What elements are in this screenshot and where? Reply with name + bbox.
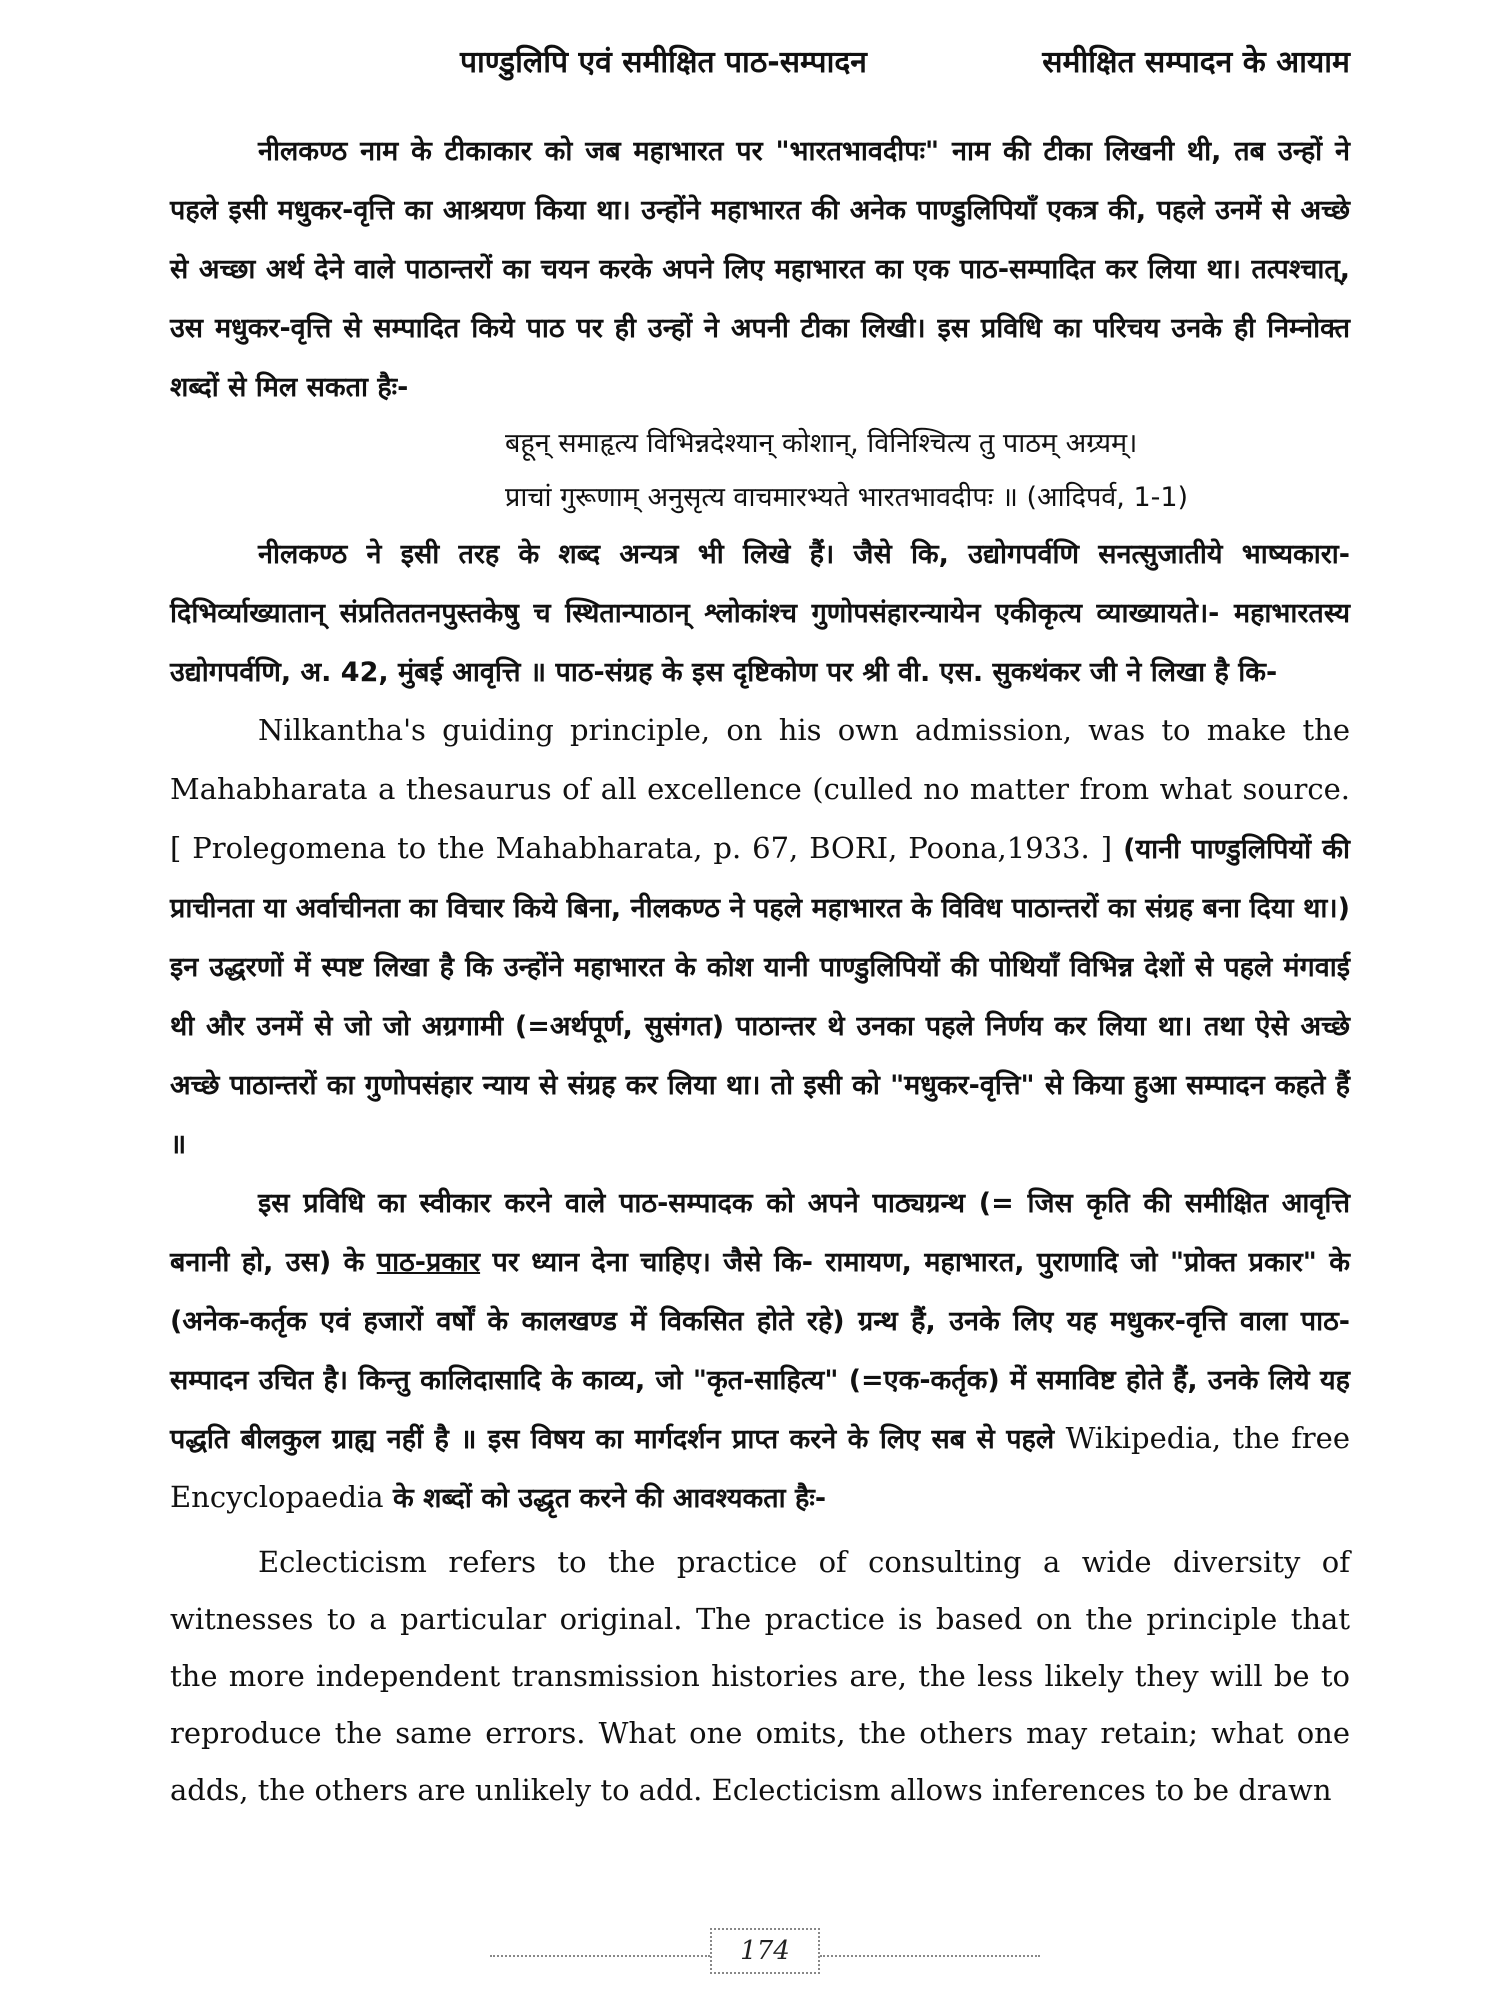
running-head-chapter-title: समीक्षित सम्पादन के आयाम (1042, 45, 1350, 80)
body-text (170, 122, 1350, 1819)
paragraph-sukthankar-quote (170, 702, 1350, 1174)
page-number: 174 (710, 1928, 820, 1974)
footer-rule-right (820, 1955, 1040, 1957)
footer-rule-left (490, 1955, 710, 1957)
paragraph-4-start: इस प्रविधि का स्वीकार करने वाले पाठ-सम्पादक को अपने पाठ्यग्रन्थ (= जिस कृति की समीक्षित आवृत्ति बनानी हो, उस) के (170, 1188, 1350, 1278)
document-page (170, 30, 1350, 1980)
paragraph-patha-prakara (170, 1174, 1350, 1528)
running-head-book-title: पाण्डुलिपि एवं समीक्षित पाठ-सम्पादन (460, 45, 867, 80)
sanskrit-verse-line-1: बहून् समाहृत्य विभिन्नदेश्यान् कोशान्, विनिश्चित्य तु पाठम् अग्र्यम्। (505, 428, 1138, 459)
paragraph-eclecticism-quote: Eclecticism refers to the practice of consulting a wide diversity of witnesses to a particular original. The practice is based on the principle that the more independent transmission histories are, the less likely they will be to reproduce the same errors. What one omits, the others may retain; what one adds, the others are unlikely to add. Eclecticism allows inferences to be drawn (170, 1545, 1350, 1807)
paragraph-nilkantha-other-words (170, 525, 1350, 702)
bold-phrase-gunopasamhara: गुणोपसंहारन्यायेन एकीकृत्य (811, 598, 1082, 629)
sanskrit-verse-line-2: प्राचां गुरूणाम् अनुसृत्य वाचमारभ्यते भारतभावदीपः ॥ (आदिपर्व, 1-1) (505, 482, 1189, 513)
paragraph-nilkantha-intro: नीलकण्ठ नाम के टीकाकार को जब महाभारत पर "भारतभावदीपः" नाम की टीका लिखनी थी, तब उन्हों ने पहले इसी मधुकर-वृत्ति का आश्रयण किया था। उन्होंने महाभारत की अनेक पाण्डुलिपियाँ एकत्र की, पहले उनमें से अच्छे से अच्छा अर्थ देने वाले पाठान्तरों का चयन करके अपने लिए महाभारत का एक पाठ-सम्पादित कर लिया था। तत्पश्चात्, उस मधुकर-वृत्ति से सम्पादित किये पाठ पर ही उन्हों ने अपनी टीका लिखी। इस प्रविधि का परिचय उनके ही निम्नोक्त शब्दों से मिल सकता हैः- (170, 136, 1350, 403)
english-quote-prolegomena: Nilkantha's guiding principle, on his own admission, was to make the Mahabharata a thesaurus of all excellence (culled no matter from what source. [ Prolegomena to the Mahabharata, p. 67, BORI, Poona,1933. ] (170, 713, 1350, 865)
paragraph-2-start: नीलकण्ठ ने इसी तरह के शब्द अन्यत्र भी लिखे हैं। जैसे कि, उद्योगपर्वणि सनत्सुजातीये भाष्यकारा-दिभिर्व्याख्यातान् संप्रतिततनपुस्तकेषु च स्थितान्पाठान् श्लोकांश्च (170, 539, 1350, 629)
paragraph-2-end: व्याख्यायते।- महाभारतस्य उद्योगपर्वणि, अ. 42, मुंबई आवृत्ति ॥ पाठ-संग्रह के इस दृष्टिकोण पर श्री वी. एस. सुकथंकर जी ने लिखा है कि- (170, 598, 1350, 688)
underlined-patha-prakara: पाठ-प्रकार (376, 1247, 481, 1278)
paragraph-4-end: के शब्दों को उद्धृत करने की आवश्यकता हैः- (383, 1483, 827, 1514)
wikipedia-reference: Wikipedia, the free Encyclopaedia (170, 1421, 1350, 1514)
paragraph-4-middle: पर ध्यान देना चाहिए। जैसे कि- रामायण, महाभारत, पुराणादि जो "प्रोक्त प्रकार" के (अनेक-कर्तृक एवं हजारों वर्षों के कालखण्ड में विकसित होते रहे) ग्रन्थ हैं, उनके लिए यह मधुकर-वृत्ति वाला पाठ-सम्पादन उचित है। किन्तु कालिदासादि के काव्य, जो "कृत-साहित्य" (=एक-कर्तृक) में समाविष्ट होते हैं, उनके लिये यह पद्धति बीलकुल ग्राह्य नहीं है ॥ इस विषय का मार्गदर्शन प्राप्त करने के लिए सब से पहले (170, 1247, 1350, 1455)
hindi-explanation: (यानी पाण्डुलिपियों की प्राचीनता या अर्वाचीनता का विचार किये बिना, नीलकण्ठ ने पहले महाभारत के विविध पाठान्तरों का संग्रह बना दिया था।) इन उद्धरणों में स्पष्ट लिखा है कि उन्होंने महाभारत के कोश यानी पाण्डुलिपियों की पोथियाँ विभिन्न देशों से पहले मंगवाई थी और उनमें से जो जो अग्रगामी (=अर्थपूर्ण, सुसंगत) पाठान्तर थे उनका पहले निर्णय कर लिया था। तथा ऐसे अच्छे अच्छे पाठान्तरों का गुणोपसंहार न्याय से संग्रह कर लिया था। तो इसी को "मधुकर-वृत्ति" से किया हुआ सम्पादन कहते हैं ॥ (170, 834, 1350, 1160)
running-head (460, 40, 1350, 90)
